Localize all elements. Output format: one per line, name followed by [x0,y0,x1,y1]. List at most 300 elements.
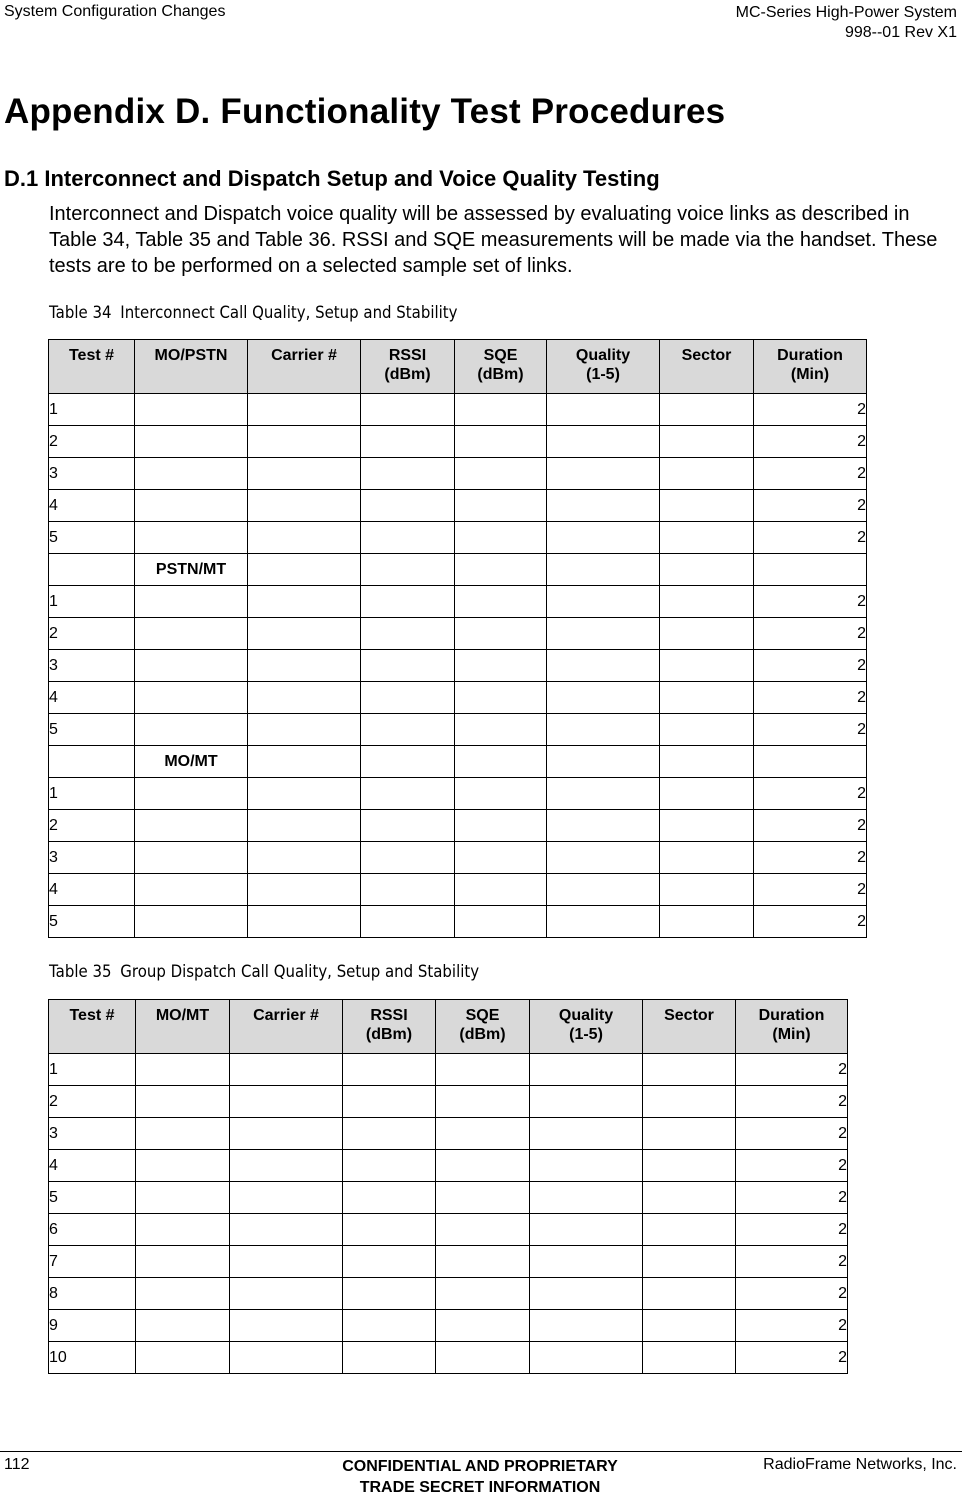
test-number-cell: 6 [49,1214,136,1246]
table-cell [436,1054,530,1086]
column-header-label: Test # [69,1007,115,1024]
table-cell [455,874,547,906]
table-cell [248,554,361,586]
table-cell [530,1150,643,1182]
table-row [49,1278,848,1310]
table-cell [660,714,754,746]
table-cell [660,746,754,778]
table-cell [455,618,547,650]
table-cell [135,586,248,618]
column-header [136,1000,230,1054]
table-cell [135,714,248,746]
test-number-cell: 10 [49,1342,136,1374]
table-cell [136,1310,230,1342]
table-cell [343,1310,436,1342]
table-cell [361,778,455,810]
table-cell [135,522,248,554]
column-header-label: SQE [465,1007,500,1024]
table-cell [230,1182,343,1214]
table-cell [455,778,547,810]
table-cell [547,682,660,714]
test-number-cell: 2 [49,1086,136,1118]
duration-cell: 2 [754,458,867,490]
duration-cell: 2 [736,1342,848,1374]
section-title: D.1 Interconnect and Dispatch Setup and Voice Quality Testing [4,166,660,191]
appendix-name: Functionality Test Procedures [220,92,726,131]
table-cell [547,842,660,874]
table-row [49,714,867,746]
table-cell [230,1150,343,1182]
duration-cell: 2 [754,394,867,426]
table-cell [361,394,455,426]
table-cell [343,1214,436,1246]
column-header-label: Carrier # [271,347,337,364]
table-cell [248,874,361,906]
table-cell [547,778,660,810]
table-cell [230,1214,343,1246]
duration-cell: 2 [736,1246,848,1278]
table-row [49,1214,848,1246]
table-cell [530,1118,643,1150]
table35-caption-number: Table 35 [49,962,112,982]
table-cell [136,1278,230,1310]
test-number-cell: 1 [49,778,135,810]
table-row [49,394,867,426]
table-cell [643,1054,736,1086]
duration-cell: 2 [754,618,867,650]
table-cell [135,874,248,906]
table-row [49,458,867,490]
running-header-right [736,3,957,43]
table-cell [248,650,361,682]
duration-cell: 2 [754,586,867,618]
column-header-label: Quality [558,1007,614,1024]
table-cell [660,458,754,490]
table-cell [343,1118,436,1150]
table-cell [361,426,455,458]
table-cell [455,586,547,618]
test-number-cell: 2 [49,810,135,842]
table35-caption [49,962,479,982]
table-row [49,874,867,906]
table-cell [230,1086,343,1118]
column-header-unit: (Min) [790,366,830,383]
table34-caption [49,303,458,323]
test-number-cell: 2 [49,618,135,650]
duration-cell: 2 [754,650,867,682]
table-cell [660,874,754,906]
table-cell [361,458,455,490]
table-cell [643,1118,736,1150]
table-cell [660,810,754,842]
test-number-cell: 1 [49,394,135,426]
table-cell [436,1118,530,1150]
column-header-label: RSSI [370,1007,408,1024]
column-header-label: SQE [483,347,518,364]
table-cell [455,394,547,426]
table-cell [135,458,248,490]
table-row [49,426,867,458]
table-cell [248,426,361,458]
column-header-label: MO/PSTN [154,347,228,364]
column-header [660,340,754,394]
duration-cell: 2 [754,810,867,842]
table-cell [547,906,660,938]
table-cell [136,1086,230,1118]
header-product: MC-Series High-Power System [735,4,957,21]
footer-divider [0,1451,962,1452]
table-cell [530,1214,643,1246]
table-cell [547,522,660,554]
test-number-cell: 5 [49,522,135,554]
table-row [49,490,867,522]
table-row [49,586,867,618]
column-header-label: RSSI [388,347,427,364]
table-cell [248,906,361,938]
test-number-cell: 4 [49,1150,136,1182]
table-cell [660,906,754,938]
table34-caption-text: Interconnect Call Quality, Setup and Stability [120,303,458,323]
duration-cell: 2 [754,842,867,874]
table-cell [455,554,547,586]
duration-cell: 2 [736,1086,848,1118]
table-cell [660,842,754,874]
table-cell [49,746,135,778]
table-cell [547,554,660,586]
table-cell [436,1246,530,1278]
column-header-label: Test # [68,347,115,364]
table-cell [660,650,754,682]
table-cell [547,426,660,458]
table-row [49,810,867,842]
table-cell [135,906,248,938]
table-cell [361,842,455,874]
table-cell [361,714,455,746]
table-cell [455,682,547,714]
column-header [455,340,547,394]
appendix-label: Appendix D. [4,92,211,131]
table-row [49,682,867,714]
column-header [343,1000,436,1054]
test-number-cell: 3 [49,650,135,682]
table-cell [248,842,361,874]
table-row [49,650,867,682]
table-cell [343,1342,436,1374]
test-number-cell: 1 [49,586,135,618]
group-label: PSTN/MT [135,554,248,586]
test-number-cell: 7 [49,1246,136,1278]
table-cell [248,522,361,554]
duration-cell: 2 [736,1182,848,1214]
header-revision: 998--01 Rev X1 [844,24,957,41]
table-cell [660,682,754,714]
duration-cell: 2 [736,1214,848,1246]
table-cell [455,746,547,778]
table-cell [436,1310,530,1342]
appendix-title [4,92,725,132]
table-cell [547,394,660,426]
page-number: 112 [4,1456,30,1473]
table-cell [248,490,361,522]
table-cell [436,1278,530,1310]
duration-cell: 2 [736,1118,848,1150]
table-row [49,842,867,874]
confidentiality-line-1: CONFIDENTIAL AND PROPRIETARY [342,1458,618,1475]
column-header-unit: (1-5) [586,366,620,383]
table-cell [136,1342,230,1374]
column-header-unit: (dBm) [365,1026,413,1043]
column-header-unit: (Min) [772,1026,811,1043]
table-cell [660,522,754,554]
table-cell [643,1310,736,1342]
table-cell [343,1246,436,1278]
table-cell [361,490,455,522]
table-cell [248,682,361,714]
table-cell [230,1278,343,1310]
column-header-unit: (1-5) [569,1026,603,1043]
table-cell [135,426,248,458]
table-cell [643,1246,736,1278]
duration-cell: 2 [754,490,867,522]
table-cell [530,1310,643,1342]
table-cell [643,1086,736,1118]
column-header-label: MO/MT [155,1007,210,1024]
table-cell [754,554,867,586]
table-cell [361,810,455,842]
column-header [436,1000,530,1054]
table-cell [455,458,547,490]
table-row [49,778,867,810]
table34-caption-number: Table 34 [49,303,112,323]
group-label: MO/MT [135,746,248,778]
table-cell [547,746,660,778]
table-cell [530,1342,643,1374]
table-cell [361,906,455,938]
table-cell [455,714,547,746]
test-number-cell: 3 [49,842,135,874]
test-number-cell: 3 [49,1118,136,1150]
table-cell [660,490,754,522]
duration-cell: 2 [754,682,867,714]
table-cell [660,394,754,426]
table-cell [230,1054,343,1086]
duration-cell: 2 [754,522,867,554]
table-row [49,1086,848,1118]
table-cell [361,874,455,906]
table-cell [136,1150,230,1182]
table-cell [643,1278,736,1310]
table-cell [248,746,361,778]
table-cell [455,810,547,842]
table-cell [547,810,660,842]
table-row [49,522,867,554]
table-cell [361,618,455,650]
column-header [754,340,867,394]
table-cell [248,458,361,490]
table-cell [455,650,547,682]
group-dispatch-quality-table [48,999,848,1374]
table-cell [455,842,547,874]
table-row [49,1246,848,1278]
table-header-row [49,340,867,394]
test-number-cell: 4 [49,682,135,714]
table-cell [547,874,660,906]
table-cell [660,426,754,458]
column-header [736,1000,848,1054]
column-header-label: Duration [758,1007,825,1024]
table-cell [248,586,361,618]
test-number-cell: 5 [49,906,135,938]
table-row [49,1054,848,1086]
table-cell [660,618,754,650]
table-cell [436,1342,530,1374]
column-header [361,340,455,394]
duration-cell: 2 [754,906,867,938]
table-cell [230,1342,343,1374]
table-cell [436,1182,530,1214]
table-cell [136,1182,230,1214]
table-cell [660,778,754,810]
table-cell [230,1246,343,1278]
table-cell [135,778,248,810]
column-header-label: Quality [575,347,631,364]
table-cell [49,554,135,586]
table-cell [455,906,547,938]
duration-cell: 2 [736,1310,848,1342]
table-row [49,1342,848,1374]
table-cell [547,618,660,650]
column-header [643,1000,736,1054]
table-cell [643,1214,736,1246]
table-row [49,618,867,650]
table-cell [343,1054,436,1086]
test-number-cell: 9 [49,1310,136,1342]
running-header-left: System Configuration Changes [4,3,226,20]
table-cell [547,714,660,746]
test-number-cell: 5 [49,1182,136,1214]
column-header [248,340,361,394]
table-cell [361,522,455,554]
table-cell [135,650,248,682]
table-cell [547,586,660,618]
company-name: RadioFrame Networks, Inc. [763,1456,957,1473]
table-cell [455,490,547,522]
group-row [49,746,867,778]
table-cell [136,1118,230,1150]
table-cell [248,810,361,842]
table-header-row [49,1000,848,1054]
column-header-unit: (dBm) [459,1026,506,1043]
duration-cell: 2 [754,874,867,906]
table-cell [136,1214,230,1246]
column-header-unit: (dBm) [384,366,431,383]
table-row [49,1182,848,1214]
table-cell [135,842,248,874]
table-row [49,1150,848,1182]
table-cell [530,1246,643,1278]
table-cell [455,522,547,554]
table-cell [135,682,248,714]
column-header-label: Duration [777,347,843,364]
table-cell [643,1150,736,1182]
table-cell [248,714,361,746]
table-cell [436,1086,530,1118]
test-number-cell: 8 [49,1278,136,1310]
table-cell [660,586,754,618]
table-cell [547,490,660,522]
duration-cell: 2 [754,778,867,810]
table-cell [547,458,660,490]
section-body: Interconnect and Dispatch voice quality will be assessed by evaluating voice links as described in Table 34, Table 35 and Table 36. RSSI and SQE measurements will be made via the handset. These tests are to be performed on a selected sample set of links. [49,203,938,277]
column-header [530,1000,643,1054]
table-cell [643,1182,736,1214]
column-header [230,1000,343,1054]
duration-cell: 2 [736,1150,848,1182]
column-header [135,340,248,394]
test-number-cell: 3 [49,458,135,490]
table-cell [343,1150,436,1182]
column-header-unit: (dBm) [477,366,524,383]
test-number-cell: 4 [49,490,135,522]
table-cell [248,618,361,650]
column-header-label: Sector [681,347,732,364]
table-cell [135,618,248,650]
table-cell [361,746,455,778]
duration-cell: 2 [754,714,867,746]
table-cell [136,1246,230,1278]
table-cell [754,746,867,778]
table-cell [660,554,754,586]
table-cell [135,810,248,842]
table-cell [361,682,455,714]
table-cell [436,1214,530,1246]
confidentiality-notice [270,1456,690,1498]
table-cell [361,586,455,618]
duration-cell: 2 [736,1054,848,1086]
table-cell [136,1054,230,1086]
table-cell [530,1086,643,1118]
column-header-label: Carrier # [253,1007,319,1024]
table-row [49,1118,848,1150]
table-cell [135,394,248,426]
test-number-cell: 2 [49,426,135,458]
table35-caption-text: Group Dispatch Call Quality, Setup and Stability [120,962,480,982]
table-cell [343,1086,436,1118]
test-number-cell: 4 [49,874,135,906]
table-cell [230,1118,343,1150]
table-cell [343,1278,436,1310]
table-cell [530,1182,643,1214]
table-cell [248,778,361,810]
table-cell [436,1150,530,1182]
column-header-label: Sector [664,1007,714,1024]
duration-cell: 2 [754,426,867,458]
table-cell [248,394,361,426]
duration-cell: 2 [736,1278,848,1310]
column-header [547,340,660,394]
table-row [49,906,867,938]
confidentiality-line-2: TRADE SECRET INFORMATION [359,1479,601,1496]
interconnect-quality-table [48,339,867,938]
table-cell [455,426,547,458]
table-cell [530,1278,643,1310]
table-cell [547,650,660,682]
test-number-cell: 5 [49,714,135,746]
table-cell [361,650,455,682]
table-cell [643,1342,736,1374]
table-cell [530,1054,643,1086]
table-cell [135,490,248,522]
